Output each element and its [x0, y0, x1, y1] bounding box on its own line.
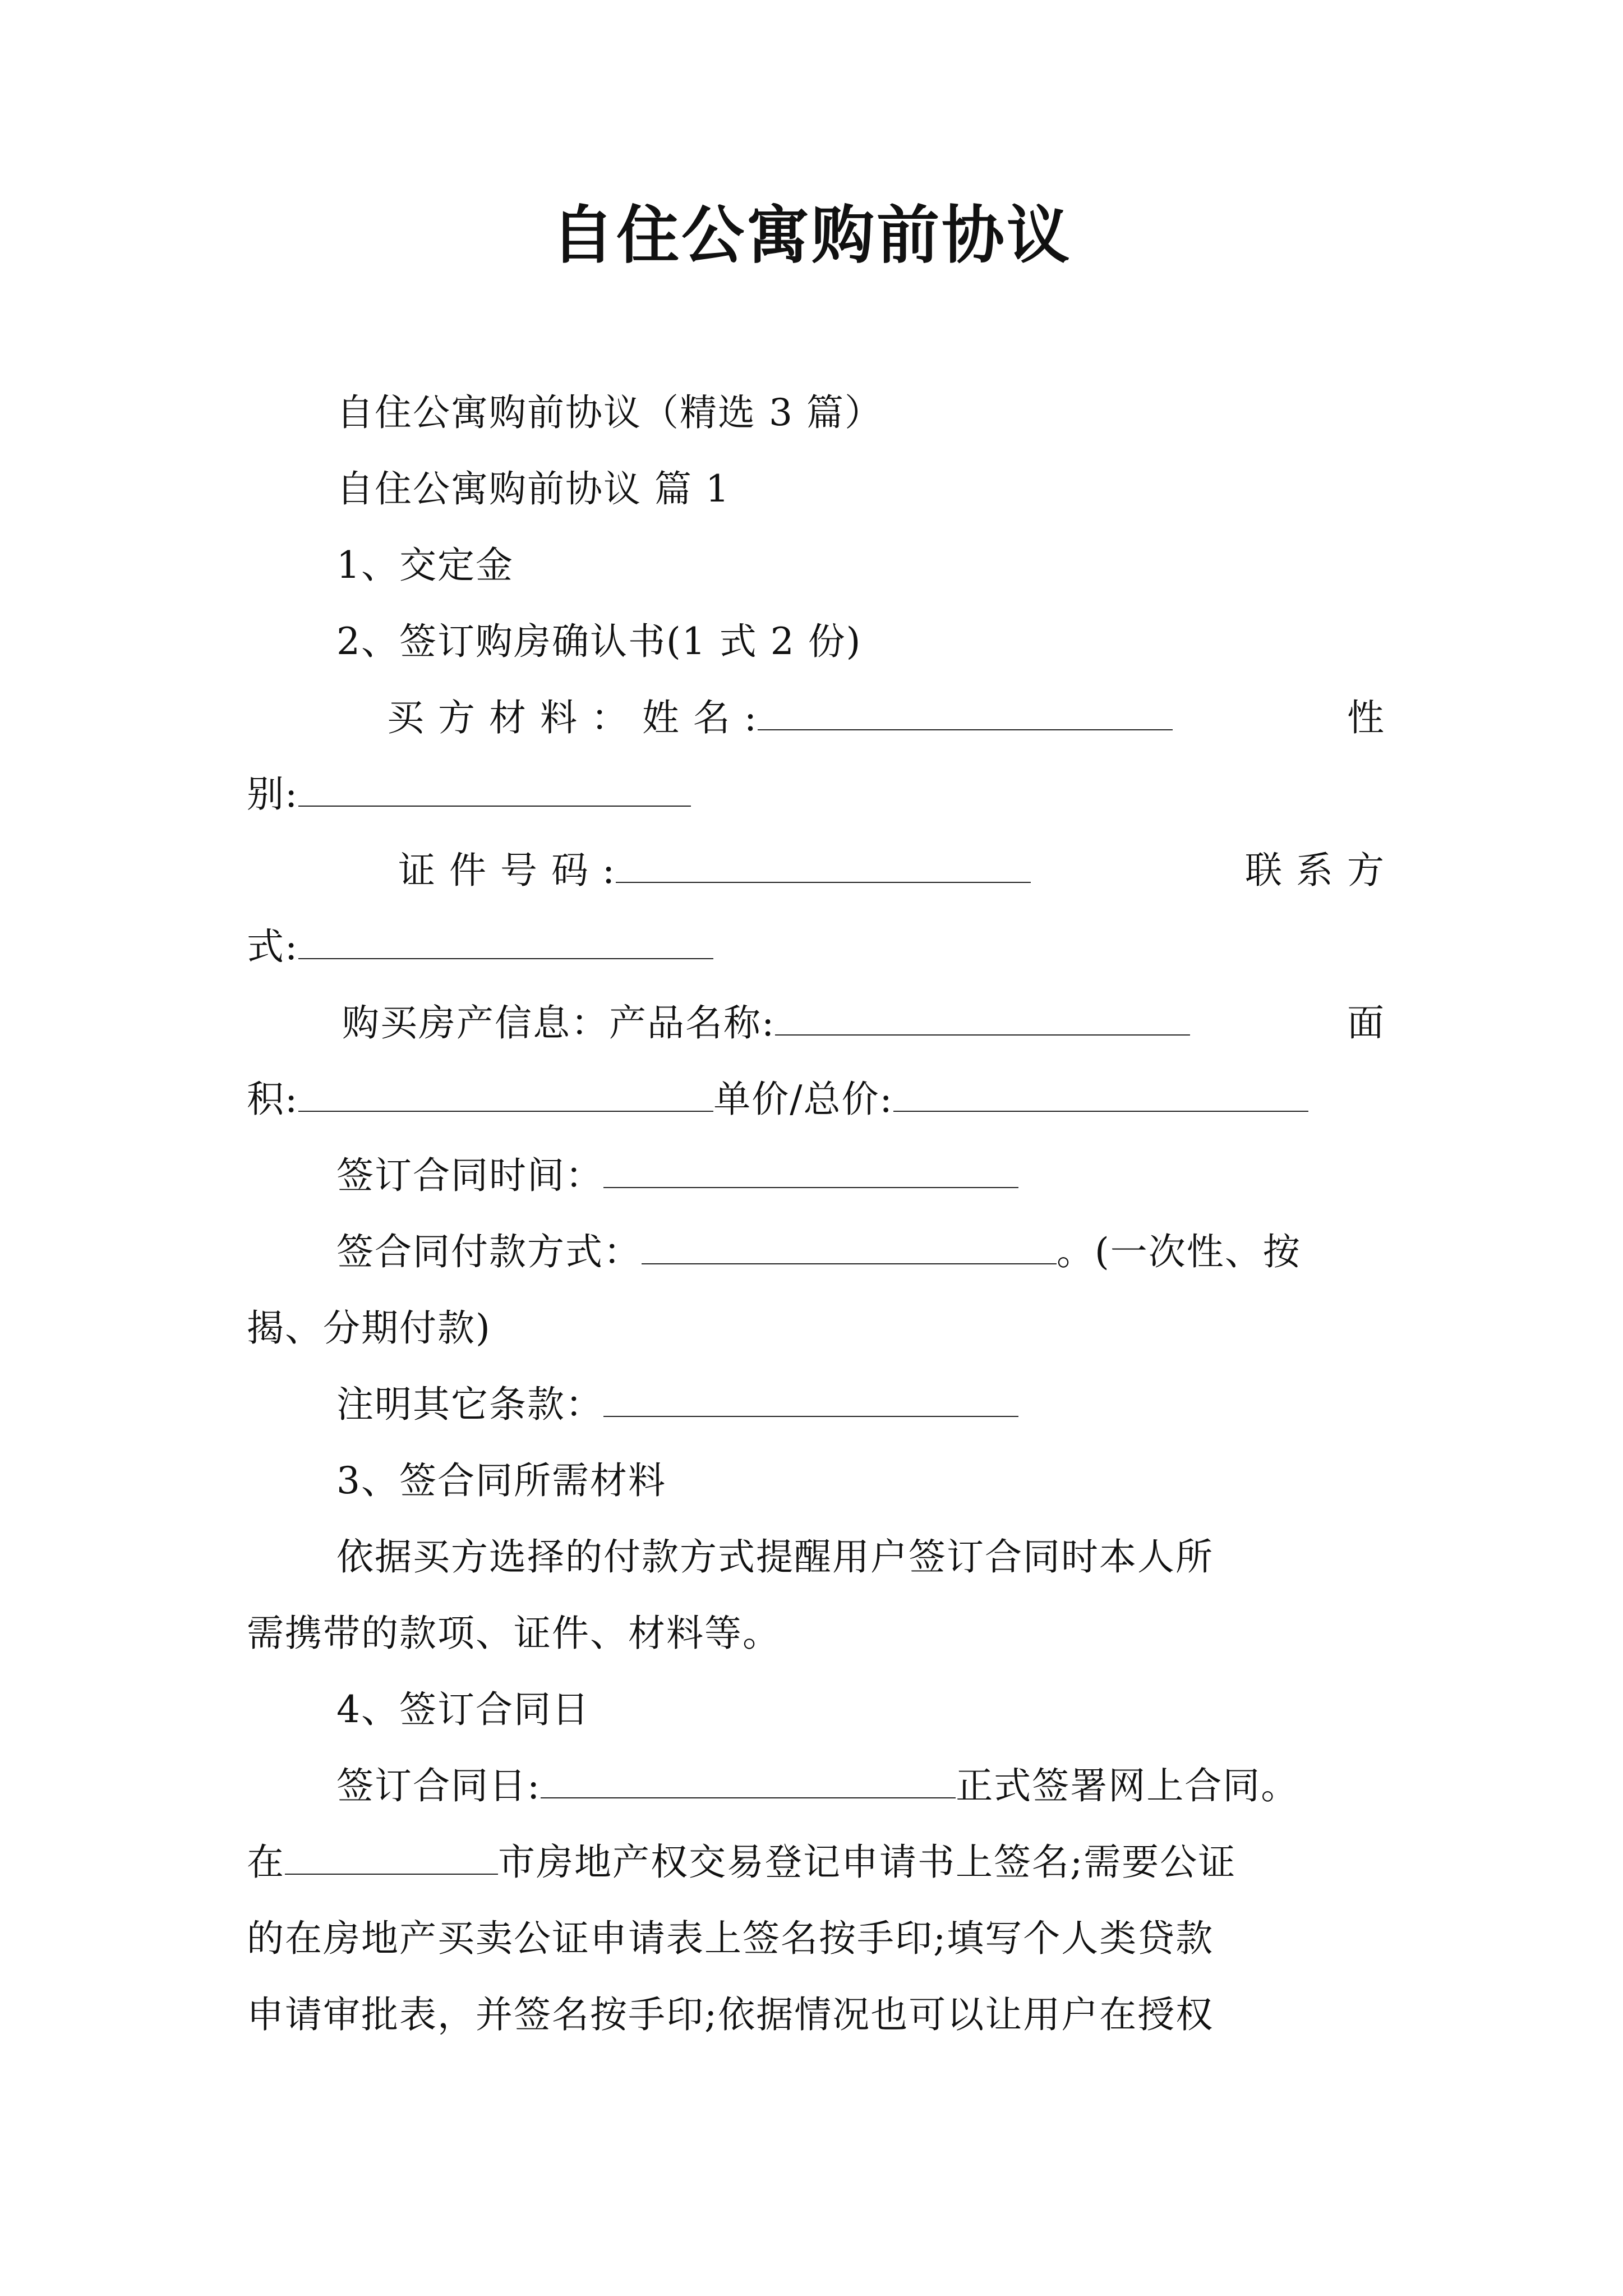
- sign-time-row: [247, 1138, 1385, 1214]
- paragraph-4-line2: 的在房地产买卖公证申请表上签名按手印;填写个人类贷款: [247, 1917, 1214, 1960]
- section-heading: 自住公寓购前协议 篇 1: [336, 467, 730, 510]
- area-blank[interactable]: [298, 1079, 713, 1112]
- sign-day-label: 签订合同日:: [336, 1764, 541, 1807]
- contact-row: [247, 909, 1385, 985]
- item-2: 2、签订购房确认书(1 式 2 份): [336, 620, 862, 663]
- city-prefix: 在: [247, 1841, 285, 1884]
- item-4: 4、签订合同日: [336, 1688, 590, 1731]
- buyer-name-label: 买 方 材 料 ： 姓 名 :: [387, 696, 758, 739]
- area-label-part2: 积:: [247, 1078, 299, 1121]
- document-title: 自住公寓购前协议: [551, 199, 1072, 272]
- contact-blank[interactable]: [298, 927, 713, 959]
- gender-label-part1: 性: [1347, 696, 1385, 739]
- area-price-row: [247, 1061, 1385, 1138]
- gender-label-part2: 别:: [247, 772, 299, 816]
- buyer-name-row: [247, 680, 1385, 756]
- sign-day-after: 正式签署网上合同。: [956, 1764, 1299, 1807]
- property-row: [247, 985, 1385, 1061]
- item-3: 3、签合同所需材料: [336, 1459, 666, 1502]
- document-body: [247, 375, 1385, 2053]
- area-label-part1: 面: [1347, 1001, 1385, 1045]
- sign-day-row: [247, 1748, 1385, 1824]
- item-1: 1、交定金: [336, 544, 514, 587]
- contact-label-part2: 式:: [247, 925, 299, 968]
- city-blank[interactable]: [285, 1842, 498, 1875]
- sign-time-label: 签订合同时间：: [336, 1154, 603, 1197]
- buyer-name-blank[interactable]: [758, 698, 1173, 730]
- price-label: 单价/总价:: [713, 1078, 893, 1121]
- other-terms-label: 注明其它条款：: [336, 1383, 603, 1426]
- gender-blank[interactable]: [298, 774, 691, 807]
- property-label: 购买房产信息：产品名称:: [342, 1001, 776, 1045]
- paragraph-4-line1-text: 市房地产权交易登记申请书上签名;需要公证: [498, 1841, 1237, 1884]
- id-number-row: [247, 832, 1385, 909]
- contact-label-part1: 联 系 方: [1245, 849, 1385, 892]
- item-3-text-line2: 需携带的款项、证件、材料等。: [247, 1612, 781, 1655]
- product-name-blank[interactable]: [775, 1003, 1190, 1036]
- item-3-text-line1: 依据买方选择的付款方式提醒用户签订合同时本人所: [336, 1535, 1214, 1579]
- sign-day-blank[interactable]: [541, 1766, 956, 1798]
- payment-row: [247, 1214, 1385, 1290]
- other-terms-row: [247, 1366, 1385, 1443]
- payment-options-part2: 揭、分期付款): [247, 1306, 491, 1350]
- price-blank[interactable]: [893, 1079, 1308, 1112]
- payment-options-part1: 。(一次性、按: [1057, 1230, 1301, 1273]
- paragraph-4-line1: [247, 1824, 1385, 1901]
- payment-blank[interactable]: [642, 1232, 1057, 1264]
- gender-row: [247, 756, 1385, 832]
- payment-label: 签合同付款方式：: [336, 1230, 642, 1273]
- subtitle: 自住公寓购前协议（精选 3 篇）: [336, 391, 883, 434]
- sign-time-blank[interactable]: [603, 1156, 1018, 1188]
- id-number-label: 证 件 号 码 :: [398, 849, 616, 892]
- other-terms-blank[interactable]: [603, 1384, 1018, 1417]
- paragraph-4-line3: 申请审批表，并签名按手印;依据情况也可以让用户在授权: [247, 1993, 1214, 2036]
- id-number-blank[interactable]: [616, 850, 1031, 883]
